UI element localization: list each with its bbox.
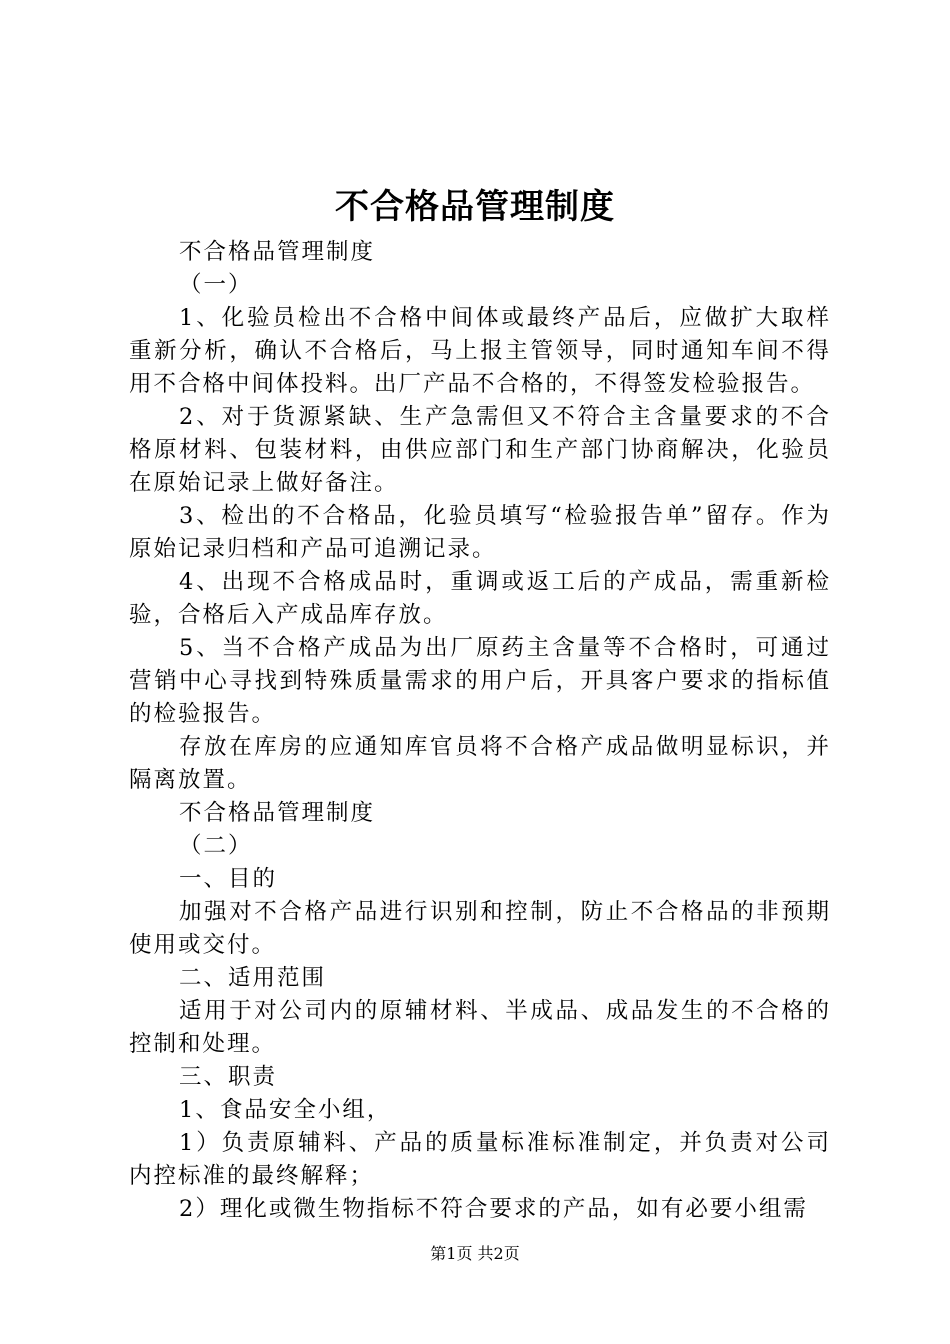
section-marker-two: （二） xyxy=(179,833,253,859)
document-title: 不合格品管理制度 xyxy=(335,187,615,227)
responsibility-item-1: 1、食品安全小组， xyxy=(179,1097,392,1123)
heading-scope: 二、适用范围 xyxy=(179,965,327,991)
heading-purpose: 一、目的 xyxy=(179,866,278,892)
rule-paragraph-3: 3、检出的不合格品，化验员填写“检验报告单”留存。作为原始记录归档和产品可追溯记录。 xyxy=(129,503,831,562)
subtitle-paragraph: 不合格品管理制度 xyxy=(179,239,376,265)
page-footer: 第1页 共2页 xyxy=(430,1244,520,1263)
rule-paragraph-4: 4、出现不合格成品时，重调或返工后的产成品，需重新检验，合格后入产成品库存放。 xyxy=(129,569,831,628)
rule-paragraph-5: 5、当不合格产成品为出厂原药主含量等不合格时，可通过营销中心寻找到特殊质量需求的用户后，开具客户要求的指标值的检验报告。 xyxy=(129,635,831,727)
purpose-paragraph: 加强对不合格产品进行识别和控制，防止不合格品的非预期使用或交付。 xyxy=(129,899,831,958)
subtitle-paragraph-2: 不合格品管理制度 xyxy=(179,800,376,826)
responsibility-subitem-2: 2）理化或微生物指标不符合要求的产品，如有必要小组需 xyxy=(179,1196,808,1222)
scope-paragraph: 适用于对公司内的原辅材料、半成品、成品发生的不合格的控制和处理。 xyxy=(129,998,831,1057)
rule-paragraph-1: 1、化验员检出不合格中间体或最终产品后，应做扩大取样重新分析，确认不合格后，马上报主管领导，同时通知车间不得用不合格中间体投料。出厂产品不合格的，不得签发检验报告。 xyxy=(129,305,831,397)
rule-paragraph-2: 2、对于货源紧缺、生产急需但又不符合主含量要求的不合格原材料、包装材料，由供应部门和生产部门协商解决，化验员在原始记录上做好备注。 xyxy=(129,404,831,496)
storage-paragraph: 存放在库房的应通知库官员将不合格产成品做明显标识，并隔离放置。 xyxy=(129,734,831,793)
heading-responsibilities: 三、职责 xyxy=(179,1064,278,1090)
document-body xyxy=(129,236,831,1226)
responsibility-subitem-1: 1）负责原辅料、产品的质量标准标准制定，并负责对公司内控标准的最终解释； xyxy=(129,1130,831,1189)
section-marker-one: （一） xyxy=(179,272,253,298)
